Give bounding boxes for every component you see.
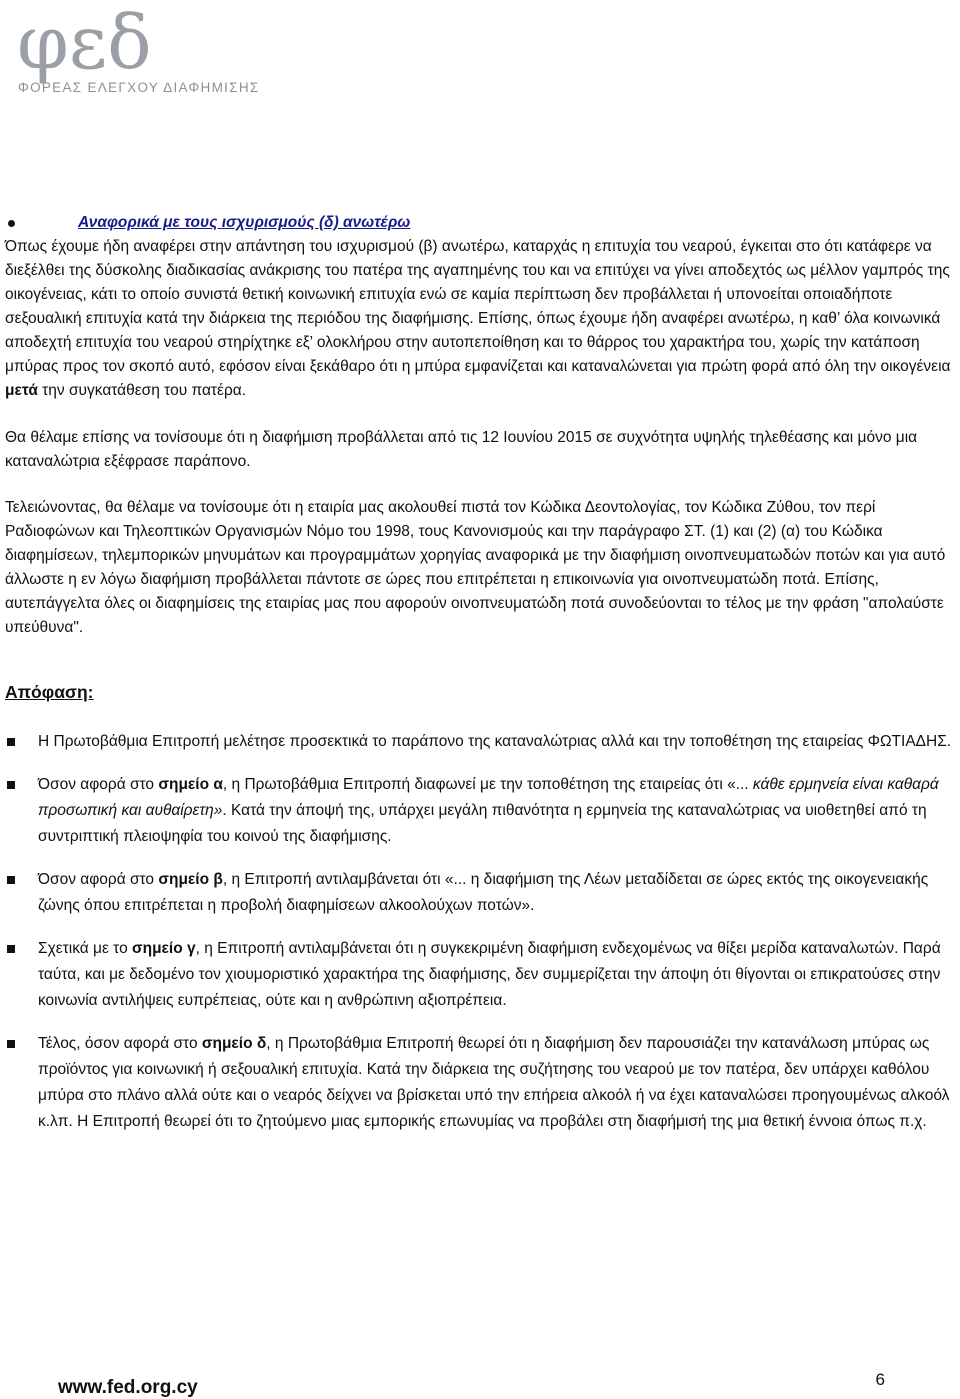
decision-item-4-text-b: , η Επιτροπή αντιλαμβάνεται ότι η συγκεκριμένη διαφήμιση ενδεχομένως να θίξει μερίδα καταναλωτών. Παρά ταύτα, και με δεδομένο τον χιουμοριστικό χαρακτήρα της διαφήμισης, δεν συμμερίζεται την άποψη ότι θίγονται οι επικρατούσες στην κοινωνία αντιλήψεις ευπρέπειας, ούτε και η ανθρώπινη αξιοπρέπεια. bbox=[38, 940, 941, 1009]
bullet-dot-icon bbox=[8, 220, 15, 227]
decision-item-5 bbox=[5, 1031, 956, 1135]
decision-item-1 bbox=[5, 729, 956, 755]
decision-item-2 bbox=[5, 772, 956, 850]
decision-item-3-text-b: , η Επιτροπή αντιλαμβάνεται ότι «... η διαφήμιση της Λέων μεταδίδεται σε ώρες εκτός της οικογενειακής ζώνης όπου επιτρέπεται η προβολή διαφημίσεων αλκοολούχων ποτών». bbox=[38, 871, 929, 914]
logo-subtitle: ΦΟΡΕΑΣ ΕΛΕΓΧΟΥ ΔΙΑΦΗΜΙΣΗΣ bbox=[18, 80, 260, 95]
decision-item-5-bold: σημείο δ bbox=[201, 1035, 267, 1052]
document-body bbox=[5, 211, 956, 1152]
decision-item-4-text-a: Σχετικά με το bbox=[38, 940, 132, 957]
footer-url[interactable]: www.fed.org.cy bbox=[58, 1377, 198, 1398]
paragraph-claim-d bbox=[5, 235, 956, 403]
decision-item-3 bbox=[5, 867, 956, 919]
decision-item-3-bold: σημείο β bbox=[158, 871, 223, 888]
decision-title: Απόφαση: bbox=[5, 682, 94, 702]
paragraph-airing: Θα θέλαμε επίσης να τονίσουμε ότι η διαφήμιση προβάλλεται από τις 12 Ιουνίου 2015 σε συχνότητα υψηλής τηλεθέασης και μόνο μια καταναλώτρια εξέφρασε παράπονο. bbox=[5, 429, 918, 470]
paragraph-claim-d-bold: μετά bbox=[5, 382, 38, 399]
square-bullet-icon bbox=[7, 781, 15, 789]
square-bullet-icon bbox=[7, 738, 15, 746]
decision-item-2-text-c: . Κατά την άποψή της, υπάρχει μεγάλη πιθανότητα η ερμηνεία της καταναλώτριας να υιοθετηθεί από τη συντριπτική πλειοψηφία του κοινού της διαφήμισης. bbox=[38, 802, 927, 845]
decision-item-1-text: Η Πρωτοβάθμια Επιτροπή μελέτησε προσεκτικά το παράπονο της καταναλώτριας αλλά και την τοποθέτηση της εταιρείας ΦΩΤΙΑΔΗΣ. bbox=[38, 733, 952, 750]
decision-item-2-text-b: , η Πρωτοβάθμια Επιτροπή διαφωνεί με την τοποθέτηση της εταιρείας ότι «... bbox=[222, 776, 749, 793]
square-bullet-icon bbox=[7, 1040, 15, 1048]
section-heading[interactable]: Αναφορικά με τους ισχυρισμούς (δ) ανωτέρω bbox=[78, 214, 411, 231]
decision-item-3-text-a: Όσον αφορά στο bbox=[38, 871, 159, 888]
square-bullet-icon bbox=[7, 945, 15, 953]
decision-item-4 bbox=[5, 936, 956, 1014]
decision-item-4-bold: σημείο γ bbox=[132, 940, 196, 957]
page-number: 6 bbox=[875, 1370, 885, 1389]
square-bullet-icon bbox=[7, 876, 15, 884]
decision-item-2-italic: κάθε ερμηνεία είναι καθαρά προσωπική και αυθαίρετη» bbox=[38, 776, 939, 819]
section-heading-row bbox=[5, 211, 956, 235]
paragraph-claim-d-end: την συγκατάθεση του πατέρα. bbox=[37, 382, 247, 399]
decision-item-5-text-a: Τέλος, όσον αφορά στο bbox=[38, 1035, 202, 1052]
decision-list bbox=[5, 729, 956, 1135]
decision-item-5-text-b: , η Πρωτοβάθμια Επιτροπή θεωρεί ότι η διαφήμιση δεν παρουσιάζει την κατανάλωση μπύρας ως προϊόντος για κοινωνική ή σεξουαλική επιτυχία. Κατά την διάρκεια της συζήτησης του νεαρού με τον πατέρα, δεν υπάρχει καθόλου μπύρα στο πλάνο αλλά ούτε και ο νεαρός δείχνει να βρίσκεται υπό την επήρεια αλκοόλ ή να έχει καταναλώσει προηγουμένως αλκοόλ κ.λπ. Η Επιτροπή θεωρεί ότι το ζητούμενο μιας εμπορικής επωνυμίας να προβάλει στη διαφήμισή της μια θετική έννοια όπως π.χ. bbox=[38, 1035, 950, 1130]
paragraph-compliance: Τελειώνοντας, θα θέλαμε να τονίσουμε ότι η εταιρία μας ακολουθεί πιστά τον Κώδικα Δεοντολογίας, τον Κώδικα Ζύθου, τον περί Ραδιοφώνων και Τηλεοπτικών Οργανισμών Νόμο του 1998, τους Κανονισμούς και την παράγραφο ΣΤ. (1) και (2) (α) του Κώδικα διαφημίσεων, τηλεμπορικών μηνυμάτων και προγραμμάτων χορηγίας αναφορικά με την διαφήμιση οινοπνευματωδών ποτών και για αυτό άλλωστε η εν λόγω διαφήμιση προβάλλεται πάντοτε σε ώρες που επιτρέπεται η επικοινωνία για οινοπνευματώδη ποτά. Επίσης, αυτεπάγγελτα όλες οι διαφημίσεις της εταιρίας μας που αφορούν οινοπνευματώδη ποτά συνοδεύονται το τέλος με την φράση "απολαύστε υπεύθυνα". bbox=[5, 499, 946, 636]
decision-item-2-text-a: Όσον αφορά στο bbox=[38, 776, 159, 793]
decision-item-2-bold: σημείο α bbox=[158, 776, 223, 793]
paragraph-claim-d-text: Όπως έχουμε ήδη αναφέρει στην απάντηση του ισχυρισμού (β) ανωτέρω, καταρχάς η επιτυχία του νεαρού, έγκειται στο ότι κατάφερε να διεξέλθει της δύσκολης διαδικασίας ανάκρισης του πατέρα της αγαπημένης του και να επιτύχει να γίνει αποδεχτός ως μέλλον γαμπρός της οικογένειας, κάτι το οποίο συνιστά θετική κοινωνική επιτυχία ενώ σε καμία περίπτωση δεν προβάλλεται ή υπονοείται οποιαδήποτε σεξουαλική επιτυχία κατά την διάρκεια της περιόδου της διαφήμισης. Επίσης, όπως έχουμε ήδη αναφέρει ανωτέρω, η καθ’ όλα κοινωνικά αποδεχτή επιτυχία του νεαρού στηρίχτηκε εξ’ ολοκλήρου στην αυτοπεποίθηση και το θάρρος του χαρακτήρα του, χωρίς την κατάποση μπύρας προς τον σκοπό αυτό, εφόσον είναι ξεκάθαρο ότι η μπύρα εμφανίζεται και καταναλώνεται για πρώτη φορά από όλη την οικογένεια bbox=[5, 238, 951, 375]
logo-mark: φεδ bbox=[17, 2, 152, 86]
